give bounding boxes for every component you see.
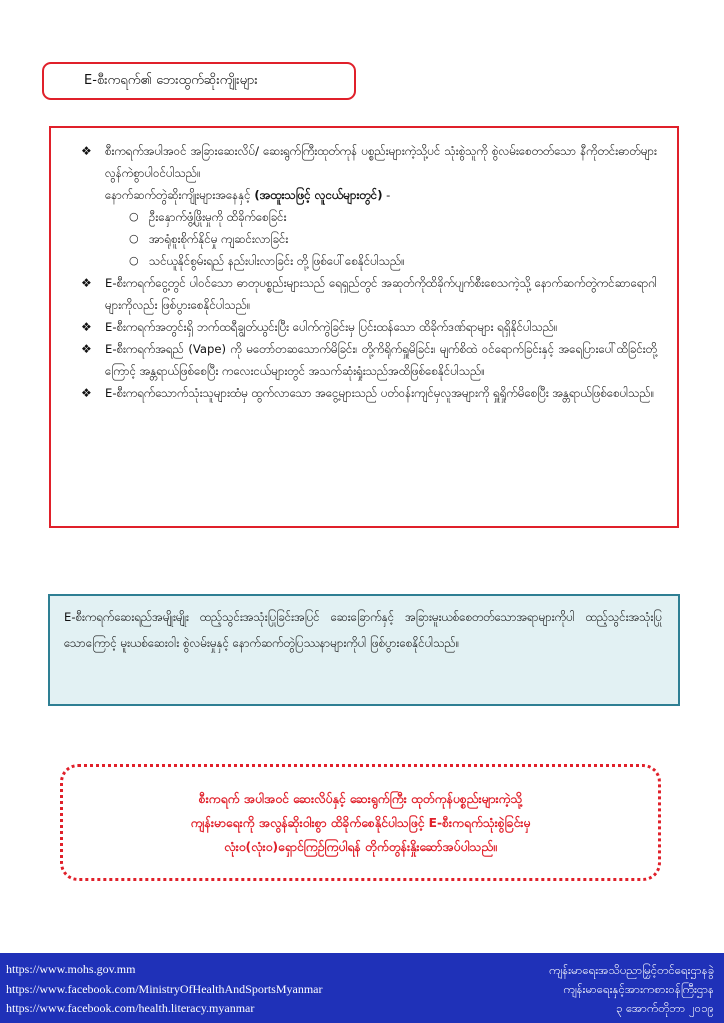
effects-list [79, 140, 657, 404]
list-item [79, 338, 657, 382]
diamond-bullet-icon: ❖ [81, 320, 92, 334]
website-link[interactable]: https://www.mohs.gov.mm [6, 962, 136, 976]
effect-lead [105, 184, 657, 206]
effects-panel [49, 126, 679, 528]
list-item [79, 140, 657, 272]
effect-text-2: E-စီးကရက်ငွေ့တွင် ပါဝင်သော ဓာတုပစ္စည်းများသည် ရေရှည်တွင် အဆုတ်ကိုထိခိုက်ပျက်စီးစေသကဲ့သို့ နောက်ဆက်တွဲကင်ဆာရောဂါများကိုလည်း ဖြစ်ပွားစေနိုင်ပါသည်။ [105, 276, 657, 312]
org-department: ကျန်းမာရေးအသိပညာမြှင့်တင်ရေးဌာနခွဲ [549, 963, 714, 977]
diamond-bullet-icon: ❖ [81, 144, 92, 158]
effect-text-1: စီးကရက်အပါအဝင် အခြားဆေးလိပ်/ ဆေးရွက်ကြီးထုတ်ကုန် ပစ္စည်းများကဲ့သို့ပင် သုံးစွဲသူကို စွဲလမ်းစေတတ်သော နီကိုတင်းဓာတ်များ လွန်ကဲစွာပါဝင်ပါသည်။ [105, 144, 657, 180]
sub-item-text: သင်ယူနိုင်စွမ်းရည် နည်းပါးလာခြင်း တို့ ဖြစ်ပေါ်စေနိုင်ပါသည်။ [149, 254, 405, 268]
info-text: E-စီးကရက်ဆေးရည်အမျိုးမျိုး ထည့်သွင်းအသုံးပြုခြင်းအပြင် ဆေးခြောက်နှင့် အခြားမူးယစ်စေတတ်သောအရာများကိုပါ ထည့်သွင်းအသုံးပြုသောကြောင့် မူးယစ်ဆေးဝါး စွဲလမ်းမှုနှင့် နောက်ဆက်တွဲပြဿနာများကိုပါ ဖြစ်ပွားစေနိုင်ပါသည်။ [64, 610, 662, 650]
diamond-bullet-icon: ❖ [81, 386, 92, 400]
sub-item-text: ဦးနှောက်ဖွံ့ဖြိုးမှုကို ထိခိုက်စေခြင်း [149, 210, 287, 224]
sub-list [105, 206, 657, 272]
sub-list-item [129, 228, 657, 250]
facebook-ministry-link[interactable]: https://www.facebook.com/MinistryOfHealthAndSportsMyanmar [6, 981, 323, 996]
effect-lead-dash: - [382, 188, 391, 202]
list-item [79, 316, 657, 338]
sub-list-item [129, 250, 657, 272]
effect-text-3: E-စီးကရက်အတွင်းရှိ ဘက်ထရီချွတ်ယွင်းပြီး ပေါက်ကွဲခြင်းမှ ပြင်းထန်သော ထိခိုက်ဒဏ်ရာများ ရရှိနိုင်ပါသည်။ [105, 320, 558, 334]
warning-line: ကျန်းမာရေးကို အလွန်ဆိုးဝါးစွာ ထိခိုက်စေနိုင်ပါသဖြင့် E-စီးကရက်သုံးစွဲခြင်းမှ [190, 815, 531, 830]
effect-lead-bold: (အထူးသဖြင့် လူငယ်များတွင်) [254, 188, 383, 202]
diamond-bullet-icon: ❖ [81, 276, 92, 290]
list-item [79, 382, 657, 404]
warning-line: စီးကရက် အပါအဝင် ဆေးလိပ်နှင့် ဆေးရွက်ကြီး ထုတ်ကုန်ပစ္စည်းများကဲ့သို့ [198, 791, 523, 806]
sub-item-text: အာရုံစူးစိုက်နိုင်မှု ကျဆင်းလာခြင်း [149, 232, 289, 246]
facebook-health-literacy-link[interactable]: https://www.facebook.com/health.literacy.myanmar [6, 1001, 255, 1015]
footer-org [549, 961, 714, 1017]
warning-line: လုံးဝ(လုံးဝ)ရှောင်ကြဉ်ကြပါရန် တိုက်တွန်းနှိုးဆော်အပ်ပါသည်။ [224, 839, 497, 854]
effect-lead-text: နောက်ဆက်တွဲဆိုးကျိုးများအနေနှင့် [105, 188, 251, 202]
warning-panel [60, 764, 661, 881]
page-title-text: E-စီးကရက်၏ ဘေးထွက်ဆိုးကျိုးများ [84, 72, 258, 88]
footer [0, 953, 724, 1023]
publish-date: ၃ အောက်တိုဘာ ၂၀၁၉ [615, 1001, 714, 1015]
info-panel [48, 594, 680, 706]
page-title [42, 62, 356, 100]
list-item [79, 272, 657, 316]
sub-list-item [129, 206, 657, 228]
footer-links [6, 961, 323, 1017]
circle-bullet-icon: ○ [129, 254, 139, 267]
org-ministry: ကျန်းမာရေးနှင့်အားကစားဝန်ကြီးဌာန [563, 982, 714, 996]
effect-text-5: E-စီးကရက်သောက်သုံးသူများထံမှ ထွက်လာသော အငွေ့များသည် ပတ်ဝန်းကျင်မှလူအများကို ရှူရှိုက်မိစေပြီး အန္တရာယ်ဖြစ်စေပါသည်။ [105, 386, 655, 400]
circle-bullet-icon: ○ [129, 232, 139, 245]
diamond-bullet-icon: ❖ [81, 342, 92, 356]
circle-bullet-icon: ○ [129, 210, 139, 223]
effect-text-4: E-စီးကရက်အရည် (Vape) ကို မတော်တဆသောက်မိခြင်း၊ တို့ကိရိုက်ရှူမိခြင်း၊ မျက်စိထဲ ဝင်ရောက်ခြင်းနှင့် အရေပြားပေါ်ထိခြင်းတို့ကြောင့် အန္တရာယ်ဖြစ်စေပြီး ကလေးငယ်များတွင် အသက်ဆုံးရှုံးသည်အထိဖြစ်စေနိုင်ပါသည်။ [105, 342, 657, 378]
